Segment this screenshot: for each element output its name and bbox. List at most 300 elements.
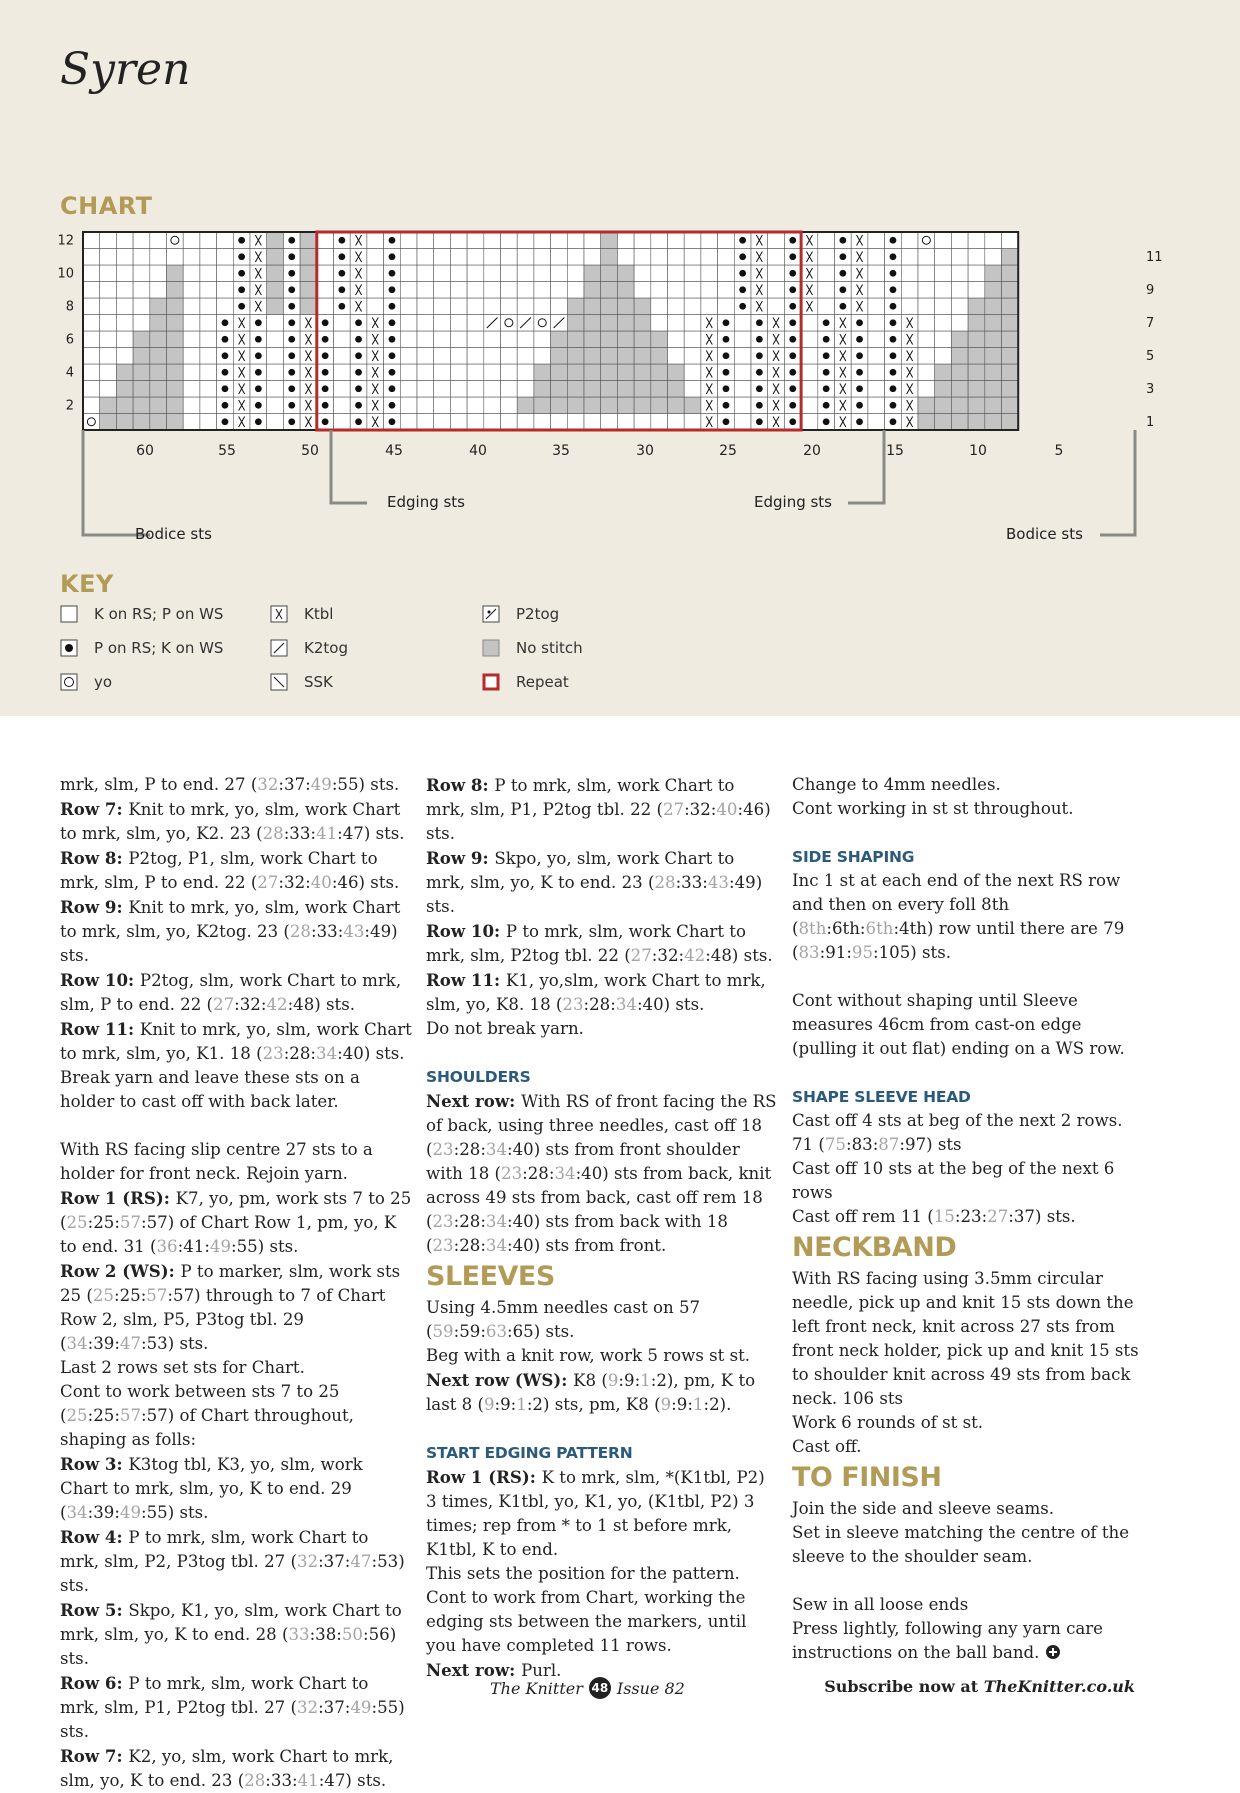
- row-number-right: 5: [1146, 348, 1155, 364]
- purl-dot: [355, 418, 362, 425]
- row-number-left: 10: [57, 266, 74, 282]
- size-value: 1: [640, 1371, 651, 1390]
- no-stitch-cell: [150, 315, 167, 332]
- knit-cell: [217, 232, 234, 249]
- no-stitch-cell: [567, 315, 584, 332]
- knit-cell: [467, 331, 484, 348]
- knit-cell: [167, 232, 184, 249]
- purl-dot: [856, 352, 863, 359]
- knit-cell: [935, 315, 952, 332]
- knit-cell: [417, 298, 434, 315]
- instruction-text: P to marker, slm, work sts 25 (: [60, 1262, 401, 1305]
- instruction-paragraph: [792, 1133, 1144, 1157]
- knit-cell: [183, 414, 200, 431]
- instruction-text: :28:: [583, 995, 616, 1014]
- instruction-paragraph: [426, 919, 778, 968]
- no-stitch-cell: [601, 265, 618, 282]
- no-stitch-cell: [634, 331, 651, 348]
- purl-dot: [222, 418, 229, 425]
- no-stitch-cell: [167, 414, 184, 431]
- knit-cell: [701, 249, 718, 266]
- instruction-text: :6th:: [826, 919, 866, 938]
- knit-cell: [734, 348, 751, 365]
- instruction-text: K3tog tbl, K3, yo, slm, work Chart to mrk, slm, yo, K to end. 29 (: [60, 1455, 363, 1522]
- instruction-text: Beg with a knit row, work 5 rows st st.: [426, 1346, 751, 1365]
- knit-cell: [417, 348, 434, 365]
- key-label: P on RS; K on WS: [94, 639, 224, 657]
- instruction-text: Press lightly, following any yarn care instructions on the ball band.: [792, 1619, 1104, 1662]
- instruction-text: Cont to work from Chart, working the edging sts between the markers, until you have completed 11 rows.: [426, 1588, 747, 1655]
- purl-dot: [890, 385, 897, 392]
- instruction-text: Break yarn and leave these sts on a holder to cast off with back later.: [60, 1068, 360, 1111]
- purl-dot: [756, 369, 763, 376]
- knit-cell: [183, 232, 200, 249]
- instruction-text: Cont without shaping until Sleeve measures 46cm from cast-on edge (pulling it out flat) ending on a WS row.: [792, 991, 1125, 1058]
- knit-cell: [100, 381, 117, 398]
- knit-cell: [551, 265, 568, 282]
- knit-cell: [651, 249, 668, 266]
- size-value: 27: [987, 1207, 1009, 1226]
- purl-dot: [890, 286, 897, 293]
- paragraph-spacer: [426, 1041, 778, 1065]
- no-stitch-cell: [300, 265, 317, 282]
- row-number-left: 2: [65, 398, 74, 414]
- no-stitch-cell: [300, 232, 317, 249]
- knit-cell: [434, 249, 451, 266]
- knit-cell: [434, 331, 451, 348]
- size-value: 28: [654, 873, 676, 892]
- no-stitch-cell: [167, 381, 184, 398]
- knit-cell: [484, 249, 501, 266]
- purl-dot: [789, 237, 796, 244]
- purl-dot: [789, 418, 796, 425]
- size-value: 34: [316, 1044, 338, 1063]
- knit-cell: [400, 331, 417, 348]
- knit-cell: [501, 364, 518, 381]
- knit-cell: [467, 397, 484, 414]
- row-number-left: 12: [57, 233, 74, 249]
- knit-cell: [434, 397, 451, 414]
- knit-cell: [951, 298, 968, 315]
- instruction-text: :55) sts.: [141, 1503, 209, 1522]
- instruction-text: Cast off rem 11 (: [792, 1207, 934, 1226]
- instruction-text: :33:: [265, 1771, 298, 1790]
- purl-dot: [739, 237, 746, 244]
- purl-dot: [355, 352, 362, 359]
- size-value: 47: [350, 1552, 372, 1571]
- knit-cell: [517, 282, 534, 299]
- knit-cell: [100, 348, 117, 365]
- no-stitch-cell: [167, 265, 184, 282]
- no-stitch-cell: [150, 381, 167, 398]
- row-number-right: 1: [1146, 414, 1155, 430]
- knit-cell: [200, 282, 217, 299]
- purl-dot: [389, 286, 396, 293]
- instruction-paragraph: [426, 773, 778, 846]
- knit-cell: [217, 265, 234, 282]
- row-label: Row 9:: [426, 848, 495, 868]
- knit-cell: [601, 414, 618, 431]
- instruction-text: :49) sts.: [426, 873, 763, 916]
- instruction-paragraph: [792, 989, 1144, 1061]
- knit-cell: [868, 315, 885, 332]
- knit-cell: [450, 282, 467, 299]
- knit-cell: [367, 265, 384, 282]
- instruction-paragraph: [426, 1017, 778, 1041]
- knit-cell: [83, 381, 100, 398]
- row-label: Next row:: [426, 1660, 522, 1680]
- no-stitch-cell: [651, 381, 668, 398]
- size-value: 34: [485, 1140, 508, 1159]
- no-stitch-cell: [935, 381, 952, 398]
- paragraph-spacer: [792, 821, 1144, 845]
- instruction-paragraph: [60, 846, 412, 895]
- knit-cell: [985, 232, 1002, 249]
- purl-dot: [890, 402, 897, 409]
- site-link[interactable]: TheKnitter.co.uk: [983, 1677, 1135, 1696]
- instruction-text: :40) sts.: [337, 1044, 405, 1063]
- knit-cell: [818, 249, 835, 266]
- instruction-text: :59:: [453, 1322, 486, 1341]
- size-value: 32: [257, 775, 279, 794]
- issue-number: Issue 82: [616, 1678, 685, 1698]
- knit-cell: [417, 397, 434, 414]
- knit-cell: [501, 397, 518, 414]
- instruction-paragraph: [60, 1138, 412, 1186]
- knit-cell: [317, 282, 334, 299]
- no-stitch-cell: [617, 298, 634, 315]
- knit-cell: [551, 298, 568, 315]
- instruction-paragraph: [60, 1186, 412, 1259]
- no-stitch-cell: [167, 397, 184, 414]
- no-stitch-cell: [534, 381, 551, 398]
- key-heading: KEY: [60, 570, 114, 598]
- purl-dot: [890, 253, 897, 260]
- knit-cell: [684, 298, 701, 315]
- purl-dot: [756, 336, 763, 343]
- size-value: 42: [684, 946, 706, 965]
- no-stitch-cell: [1002, 249, 1019, 266]
- knit-cell: [918, 282, 935, 299]
- knit-cell: [668, 265, 685, 282]
- knit-cell: [116, 348, 133, 365]
- size-value: 6th: [865, 919, 894, 938]
- knit-cell: [450, 232, 467, 249]
- knit-cell: [400, 232, 417, 249]
- knit-cell: [200, 414, 217, 431]
- purl-dot: [890, 352, 897, 359]
- no-stitch-cell: [300, 298, 317, 315]
- no-stitch-cell: [684, 397, 701, 414]
- key-label: yo: [94, 673, 113, 691]
- subscribe-text: Subscribe now at: [824, 1677, 984, 1696]
- stitch-number: 25: [719, 443, 737, 459]
- size-value: 42: [266, 995, 288, 1014]
- instruction-text: Set in sleeve matching the centre of the sleeve to the shoulder seam.: [792, 1523, 1130, 1566]
- size-value: 57: [119, 1213, 142, 1232]
- no-stitch-cell: [985, 265, 1002, 282]
- size-value: 23: [432, 1236, 454, 1255]
- knit-cell: [501, 249, 518, 266]
- no-stitch-cell: [985, 364, 1002, 381]
- knit-cell: [567, 282, 584, 299]
- instructions-column-3: [792, 773, 1144, 1665]
- key-label: K2tog: [304, 639, 348, 657]
- knit-cell: [467, 315, 484, 332]
- knit-cell: [534, 298, 551, 315]
- instruction-text: P2tog, P1, slm, work Chart to mrk, slm, P to end. 22 (: [60, 849, 378, 892]
- no-stitch-cell: [150, 397, 167, 414]
- no-stitch-cell: [985, 282, 1002, 299]
- no-stitch-cell: [968, 348, 985, 365]
- row-label: Row 3:: [60, 1454, 129, 1474]
- purl-dot: [255, 385, 262, 392]
- knit-cell: [400, 397, 417, 414]
- key-label: Ktbl: [304, 605, 334, 623]
- knit-cell: [651, 298, 668, 315]
- knit-cell: [183, 397, 200, 414]
- purl-dot: [338, 270, 345, 277]
- row-label: Row 8:: [426, 775, 495, 795]
- row-label: Row 11:: [60, 1019, 140, 1039]
- knit-cell: [584, 414, 601, 431]
- knit-cell: [651, 315, 668, 332]
- instruction-text: :28:: [522, 1164, 555, 1183]
- no-stitch-cell: [617, 348, 634, 365]
- instruction-text: :41:: [177, 1237, 210, 1256]
- no-stitch-cell: [584, 282, 601, 299]
- no-stitch-cell: [985, 315, 1002, 332]
- knit-cell: [668, 315, 685, 332]
- knit-cell: [467, 265, 484, 282]
- instruction-text: :105) sts.: [873, 943, 952, 962]
- instruction-paragraph: [60, 895, 412, 968]
- knit-cell: [818, 298, 835, 315]
- purl-dot: [288, 237, 295, 244]
- knit-cell: [617, 249, 634, 266]
- no-stitch-cell: [534, 397, 551, 414]
- knit-cell: [434, 232, 451, 249]
- instruction-text: mrk, slm, P to end. 27 (: [60, 775, 258, 794]
- knit-cell: [183, 331, 200, 348]
- key-item-p2tog: [482, 605, 559, 623]
- purl-dot: [288, 303, 295, 310]
- purl-dot: [739, 270, 746, 277]
- no-stitch-cell: [968, 381, 985, 398]
- purl-dot: [839, 286, 846, 293]
- no-stitch-cell: [584, 265, 601, 282]
- knit-cell: [417, 381, 434, 398]
- instruction-paragraph: [60, 1259, 412, 1356]
- purl-dot: [823, 385, 830, 392]
- purl-dot: [789, 270, 796, 277]
- knit-cell: [334, 315, 351, 332]
- no-stitch-cell: [668, 364, 685, 381]
- knit-cell: [334, 381, 351, 398]
- no-stitch-cell: [951, 348, 968, 365]
- knit-cell: [467, 298, 484, 315]
- knit-cell: [734, 315, 751, 332]
- purl-dot: [322, 385, 329, 392]
- instruction-paragraph: [426, 1344, 778, 1368]
- knit-cell: [951, 265, 968, 282]
- instruction-text: :56) sts.: [60, 1625, 397, 1668]
- no-stitch-cell: [1002, 397, 1019, 414]
- size-value: 9: [660, 1395, 672, 1414]
- knit-cell: [517, 249, 534, 266]
- instruction-text: With RS facing slip centre 27 sts to a holder for front neck. Rejoin yarn.: [60, 1140, 373, 1183]
- instruction-paragraph: [60, 797, 412, 846]
- size-value: 28: [244, 1771, 266, 1790]
- purl-dot: [322, 369, 329, 376]
- knit-cell: [183, 381, 200, 398]
- purl-dot: [238, 237, 245, 244]
- knit-cell: [868, 348, 885, 365]
- knit-cell: [200, 381, 217, 398]
- knit-cell: [450, 298, 467, 315]
- no-stitch-cell: [968, 364, 985, 381]
- knit-cell: [901, 249, 918, 266]
- no-stitch-cell: [1002, 414, 1019, 431]
- instruction-text: :40) sts from front shoulder with 18 (: [426, 1140, 740, 1183]
- instruction-text: Join the side and sleeve seams.: [792, 1499, 1055, 1518]
- knit-cell: [334, 348, 351, 365]
- nostitch-icon: [482, 639, 500, 657]
- no-stitch-cell: [1002, 331, 1019, 348]
- purl-dot: [856, 319, 863, 326]
- purl-dot: [723, 385, 730, 392]
- knit-cell: [718, 282, 735, 299]
- knit-cell: [734, 414, 751, 431]
- no-stitch-cell: [584, 381, 601, 398]
- instruction-text: Do not break yarn.: [426, 1019, 584, 1038]
- knit-cell: [434, 381, 451, 398]
- purl-dot: [756, 319, 763, 326]
- purl-dot: [756, 352, 763, 359]
- knit-cell: [83, 364, 100, 381]
- no-stitch-cell: [133, 364, 150, 381]
- knit-cell: [818, 232, 835, 249]
- yo-icon: [60, 673, 78, 691]
- section-heading: SHOULDERS: [426, 1068, 531, 1086]
- knit-cell: [484, 414, 501, 431]
- instruction-paragraph: [60, 1452, 412, 1525]
- purl-dot: [739, 286, 746, 293]
- instruction-paragraph: [792, 1411, 1144, 1435]
- purl-dot: [823, 418, 830, 425]
- no-stitch-cell: [985, 414, 1002, 431]
- instruction-paragraph: [60, 1017, 412, 1066]
- knit-cell: [317, 249, 334, 266]
- knit-cell: [467, 381, 484, 398]
- no-stitch-cell: [601, 364, 618, 381]
- purl-dot: [789, 336, 796, 343]
- knit-cell: [951, 282, 968, 299]
- knit-cell: [534, 282, 551, 299]
- no-stitch-cell: [1002, 381, 1019, 398]
- knit-cell: [417, 315, 434, 332]
- knit-cell: [617, 414, 634, 431]
- knit-cell: [634, 282, 651, 299]
- knit-cell: [267, 331, 284, 348]
- knit-cell: [918, 348, 935, 365]
- row-label: Row 5:: [60, 1600, 129, 1620]
- knit-cell: [534, 249, 551, 266]
- knit-cell: [434, 265, 451, 282]
- knit-cell: [116, 331, 133, 348]
- row-number-right: 9: [1146, 282, 1155, 298]
- instruction-text: :53) sts.: [60, 1552, 405, 1595]
- knit-cell: [450, 265, 467, 282]
- knit-cell: [83, 265, 100, 282]
- knit-cell: [684, 381, 701, 398]
- instruction-text: :57) of Chart throughout, shaping as folls:: [60, 1406, 354, 1449]
- knit-cell: [484, 298, 501, 315]
- size-value: 75: [824, 1135, 846, 1154]
- purl-dot: [739, 303, 746, 310]
- knit-cell: [100, 265, 117, 282]
- k2tog-icon: [270, 639, 288, 657]
- knit-cell: [801, 364, 818, 381]
- knit-cell: [801, 331, 818, 348]
- instruction-text: :9:: [618, 1371, 641, 1390]
- knit-cell: [133, 249, 150, 266]
- size-value: 43: [707, 873, 729, 892]
- knit-cell: [133, 265, 150, 282]
- stitch-number: 20: [803, 443, 821, 459]
- size-value: 23: [501, 1164, 523, 1183]
- no-stitch-cell: [116, 364, 133, 381]
- row-label: Next row (WS):: [426, 1370, 574, 1390]
- knit-cell: [217, 282, 234, 299]
- key-item-ssk: [270, 673, 333, 691]
- knit-cell: [200, 249, 217, 266]
- pattern-title: Syren: [60, 44, 191, 95]
- purl-dot: [389, 369, 396, 376]
- knit-cell: [400, 364, 417, 381]
- purl-dot: [789, 303, 796, 310]
- paragraph-spacer: [792, 965, 1144, 989]
- knit-cell: [133, 298, 150, 315]
- knit-cell: [701, 232, 718, 249]
- knit-cell: [501, 315, 518, 332]
- no-stitch-cell: [517, 397, 534, 414]
- purl-dot: [789, 352, 796, 359]
- no-stitch-cell: [1002, 315, 1019, 332]
- knit-cell: [400, 298, 417, 315]
- instruction-text: :39:: [87, 1503, 120, 1522]
- no-stitch-cell: [651, 348, 668, 365]
- knit-cell: [868, 364, 885, 381]
- instruction-text: K7, yo, pm, work sts 7 to 25 (: [60, 1189, 412, 1232]
- instruction-paragraph: [60, 773, 412, 797]
- instruction-text: :83:: [846, 1135, 879, 1154]
- section-heading: SIDE SHAPING: [792, 848, 915, 866]
- instruction-text: P to mrk, slm, work Chart to mrk, slm, P1, P2tog tbl. 27 (: [60, 1674, 369, 1717]
- knit-cell: [83, 397, 100, 414]
- knit-cell: [868, 298, 885, 315]
- row-label: Row 4:: [60, 1527, 129, 1547]
- knit-cell: [400, 414, 417, 431]
- no-stitch-cell: [918, 414, 935, 431]
- no-stitch-cell: [100, 397, 117, 414]
- key-label: No stitch: [516, 639, 583, 657]
- knit-cell: [434, 298, 451, 315]
- purl-dot: [338, 253, 345, 260]
- subscribe-line: [824, 1677, 1135, 1696]
- purl-dot: [839, 237, 846, 244]
- no-stitch-cell: [601, 249, 618, 266]
